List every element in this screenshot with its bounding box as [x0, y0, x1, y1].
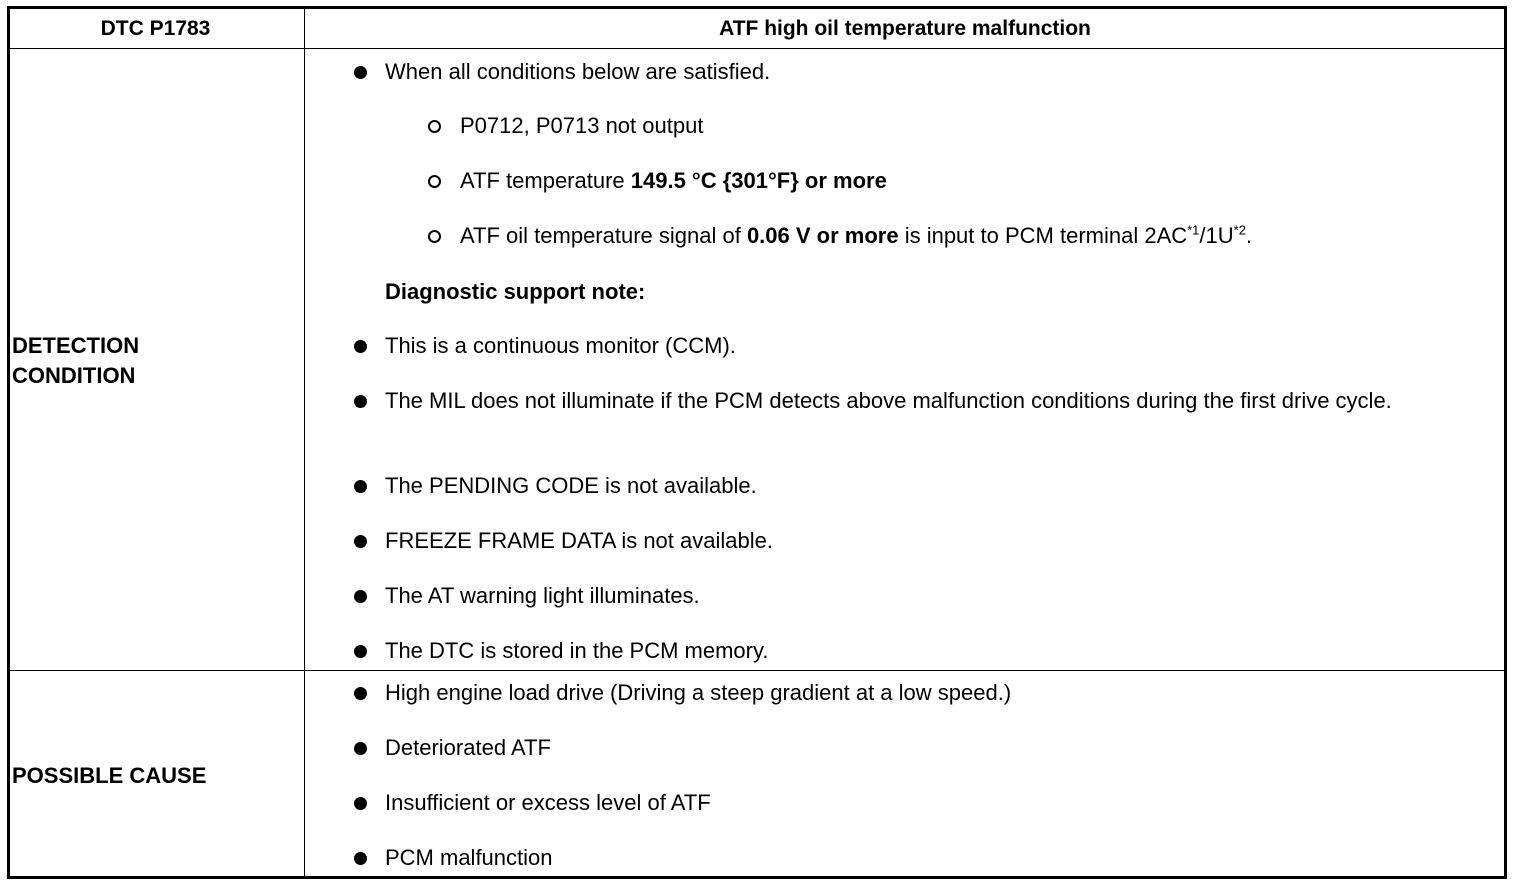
note-item: The PENDING CODE is not available. [385, 473, 757, 498]
detection-sub-1: P0712, P0713 not output [460, 113, 704, 138]
bullet-icon [354, 797, 367, 810]
bullet-icon [354, 852, 367, 865]
detection-sub-3: ATF oil temperature signal of 0.06 V or more is input to PCM terminal $2AC^{*1}/1U^{*2}$. [460, 222, 1253, 248]
detection-condition-label: DETECTION CONDITION [12, 333, 140, 388]
note-item: This is a continuous monitor (CCM). [385, 333, 736, 358]
cause-item: PCM malfunction [385, 845, 553, 870]
row-divider [7, 670, 1507, 671]
bullet-icon [354, 480, 367, 493]
bullet-icon [354, 340, 367, 353]
bullet-icon [354, 645, 367, 658]
cause-item: Insufficient or excess level of ATF [385, 790, 711, 815]
note-item: The AT warning light illuminates. [385, 583, 700, 608]
cause-item: Deteriorated ATF [385, 735, 551, 760]
bullet-icon [354, 687, 367, 700]
bullet-icon [354, 66, 367, 79]
detection-main: When all conditions below are satisfied. [385, 59, 771, 84]
diagnostic-note-heading: Diagnostic support note: [385, 279, 646, 304]
circle-bullet-icon [428, 175, 441, 188]
dtc-title: ATF high oil temperature malfunction [719, 17, 1091, 40]
cause-item: High engine load drive (Driving a steep gradient at a low speed.) [385, 680, 1012, 705]
bullet-icon [354, 535, 367, 548]
dtc-table [7, 6, 1507, 879]
circle-bullet-icon [428, 120, 441, 133]
column-divider [304, 6, 305, 879]
bullet-icon [354, 590, 367, 603]
note-item: The MIL does not illuminate if the PCM detects above malfunction conditions during the first drive cycle. [385, 388, 1392, 413]
possible-cause-label: POSSIBLE CAUSE [12, 763, 207, 788]
dtc-code: DTC P1783 [100, 17, 211, 40]
detection-sub-2: ATF temperature 149.5 °C {301°F} or more [460, 168, 887, 193]
circle-bullet-icon [428, 230, 441, 243]
bullet-icon [354, 742, 367, 755]
note-item: The DTC is stored in the PCM memory. [385, 638, 769, 663]
bullet-icon [354, 395, 367, 408]
note-item: FREEZE FRAME DATA is not available. [385, 528, 773, 553]
